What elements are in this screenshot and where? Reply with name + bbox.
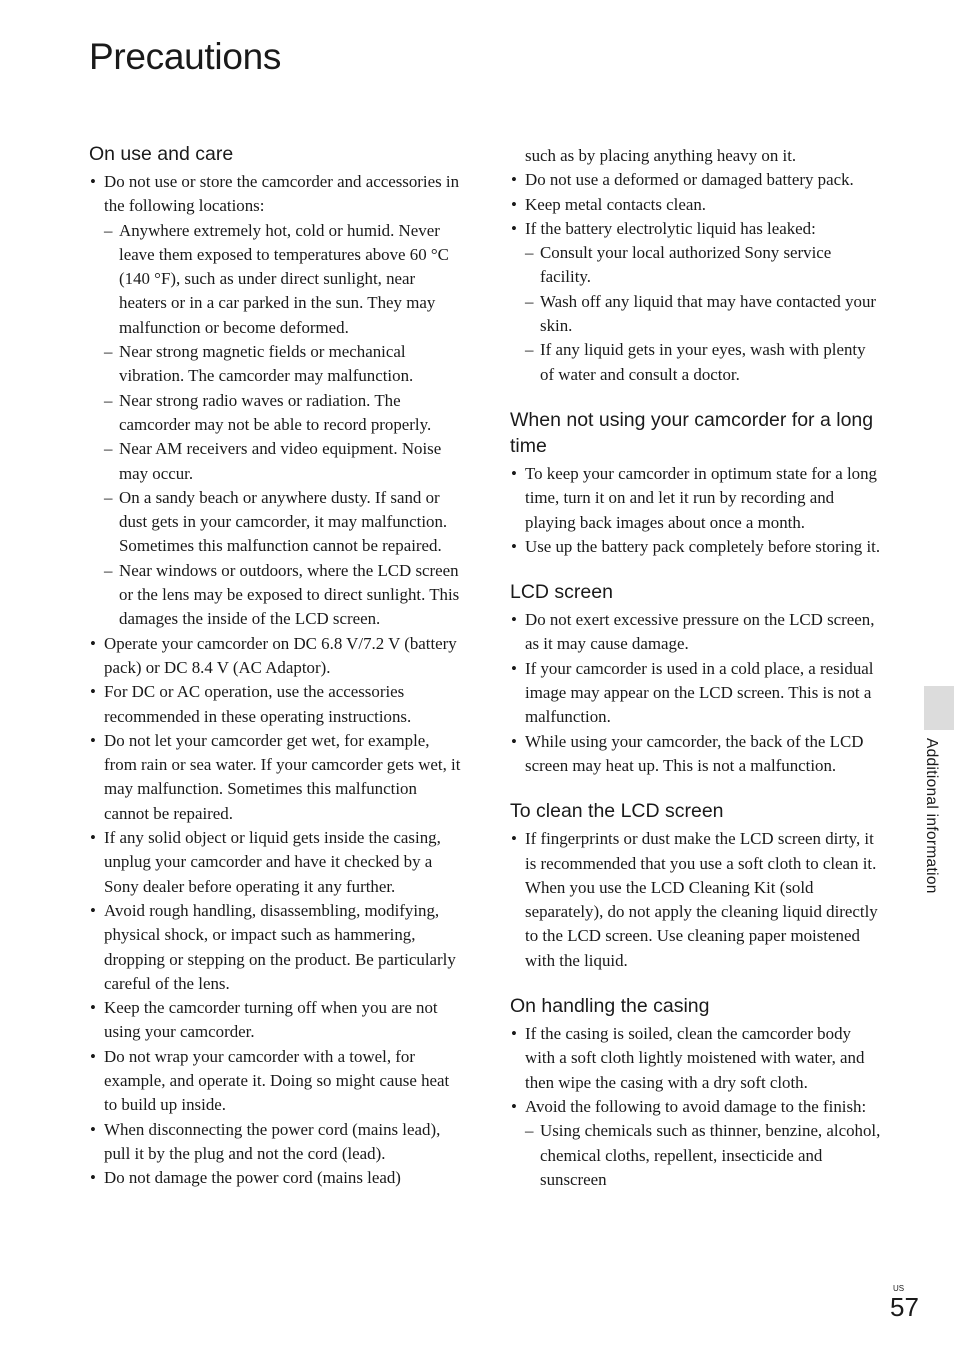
locations-sublist bbox=[104, 219, 464, 632]
right-column bbox=[510, 144, 882, 1192]
list-item bbox=[89, 170, 464, 632]
list-item: • If your camcorder is used in a cold place, a residual image may appear on the LCD screen. This is not a malfunction. bbox=[510, 657, 882, 730]
sublist-item: – Wash off any liquid that may have contacted your skin. bbox=[525, 290, 882, 339]
long-time-list bbox=[510, 462, 882, 559]
avoid-sublist bbox=[525, 1119, 882, 1192]
list-item: • If fingerprints or dust make the LCD screen dirty, it is recommended that you use a soft cloth to clean it. When you use the LCD Cleaning Kit (sold separately), do not apply the cleaning liquid directly to the LCD screen. Use cleaning paper moistened with the liquid. bbox=[510, 827, 882, 973]
list-item: • Keep metal contacts clean. bbox=[510, 193, 882, 217]
region-mark: US bbox=[893, 1284, 905, 1293]
list-item: • If any solid object or liquid gets inside the casing, unplug your camcorder and have it checked by a Sony dealer before operating it any further. bbox=[89, 826, 464, 899]
section-heading-long-time: When not using your camcorder for a long time bbox=[510, 408, 874, 457]
list-item: • Do not let your camcorder get wet, for example, from rain or sea water. If your camcorder gets wet, it may malfunction. Sometimes this malfunction cannot be repaired. bbox=[89, 729, 464, 826]
section-heading-lcd-screen: LCD screen bbox=[510, 581, 613, 604]
sublist-item: – Near strong magnetic fields or mechanical vibration. The camcorder may malfunction. bbox=[104, 340, 464, 389]
page-number: 57 bbox=[890, 1292, 919, 1322]
leak-sublist bbox=[525, 241, 882, 387]
section-heading-casing: On handling the casing bbox=[510, 995, 710, 1018]
section-heading-use-and-care: On use and care bbox=[89, 143, 234, 165]
sublist-item: – Near windows or outdoors, where the LCD screen or the lens may be exposed to direct sunlight. This damages the inside of the LCD screen. bbox=[104, 559, 464, 632]
list-item bbox=[510, 1095, 882, 1192]
list-item: • When disconnecting the power cord (mains lead), pull it by the plug and not the cord (lead). bbox=[89, 1118, 464, 1167]
list-item: • Operate your camcorder on DC 6.8 V/7.2 V (battery pack) or DC 8.4 V (AC Adaptor). bbox=[89, 632, 464, 681]
battery-list bbox=[510, 144, 882, 387]
sublist-item: – If any liquid gets in your eyes, wash with plenty of water and consult a doctor. bbox=[525, 338, 882, 387]
use-and-care-list bbox=[89, 170, 464, 1190]
list-item-continuation: such as by placing anything heavy on it. bbox=[525, 146, 797, 165]
clean-lcd-list bbox=[510, 827, 882, 973]
list-item: • Avoid rough handling, disassembling, modifying, physical shock, or impact such as hammering, dropping or stepping on the product. Be particularly careful of the lens. bbox=[89, 899, 464, 996]
list-item: • Keep the camcorder turning off when you are not using your camcorder. bbox=[89, 996, 464, 1045]
list-item: • If the casing is soiled, clean the camcorder body with a soft cloth lightly moistened with water, and then wipe the casing with a dry soft cloth. bbox=[510, 1022, 882, 1095]
list-item: • Use up the battery pack completely before storing it. bbox=[510, 535, 882, 559]
sublist-item: – Consult your local authorized Sony service facility. bbox=[525, 241, 882, 290]
sublist-item: – Near strong radio waves or radiation. The camcorder may not be able to record properly. bbox=[104, 389, 464, 438]
left-column bbox=[89, 141, 464, 1190]
side-section-label: Additional information bbox=[923, 738, 940, 894]
list-item: • To keep your camcorder in optimum state for a long time, turn it on and let it run by recording and playing back images about once a month. bbox=[510, 462, 882, 535]
sublist-item: – On a sandy beach or anywhere dusty. If sand or dust gets in your camcorder, it may malfunction. Sometimes this malfunction cannot be repaired. bbox=[104, 486, 464, 559]
list-item: • Do not exert excessive pressure on the LCD screen, as it may cause damage. bbox=[510, 608, 882, 657]
page-title: Precautions bbox=[89, 36, 282, 77]
list-item: • Do not wrap your camcorder with a towel, for example, and operate it. Doing so might cause heat to build up inside. bbox=[89, 1045, 464, 1118]
list-item-text: Avoid the following to avoid damage to the finish: bbox=[525, 1096, 867, 1116]
section-heading-clean-lcd: To clean the LCD screen bbox=[510, 800, 724, 823]
list-item bbox=[510, 217, 882, 387]
list-item: • Do not damage the power cord (mains lead) bbox=[89, 1166, 464, 1190]
lcd-screen-list bbox=[510, 608, 882, 778]
list-item: • For DC or AC operation, use the accessories recommended in these operating instructions. bbox=[89, 680, 464, 729]
sublist-item: – Near AM receivers and video equipment. Noise may occur. bbox=[104, 437, 464, 486]
sublist-item: – Using chemicals such as thinner, benzine, alcohol, chemical cloths, repellent, insecticide and sunscreen bbox=[525, 1119, 882, 1192]
list-item: • While using your camcorder, the back of the LCD screen may heat up. This is not a malfunction. bbox=[510, 730, 882, 779]
casing-list bbox=[510, 1022, 882, 1192]
list-item-text: Do not use or store the camcorder and accessories in the following locations: bbox=[104, 172, 460, 216]
section-tab-marker bbox=[924, 686, 954, 730]
sublist-item: – Anywhere extremely hot, cold or humid. Never leave them exposed to temperatures above 60 °C (140 °F), such as under direct sunlight, near heaters or in a car parked in the sun. They may malfunction or become deformed. bbox=[104, 219, 464, 340]
list-item: • Do not use a deformed or damaged battery pack. bbox=[510, 168, 882, 192]
list-item-text: If the battery electrolytic liquid has leaked: bbox=[525, 218, 816, 238]
